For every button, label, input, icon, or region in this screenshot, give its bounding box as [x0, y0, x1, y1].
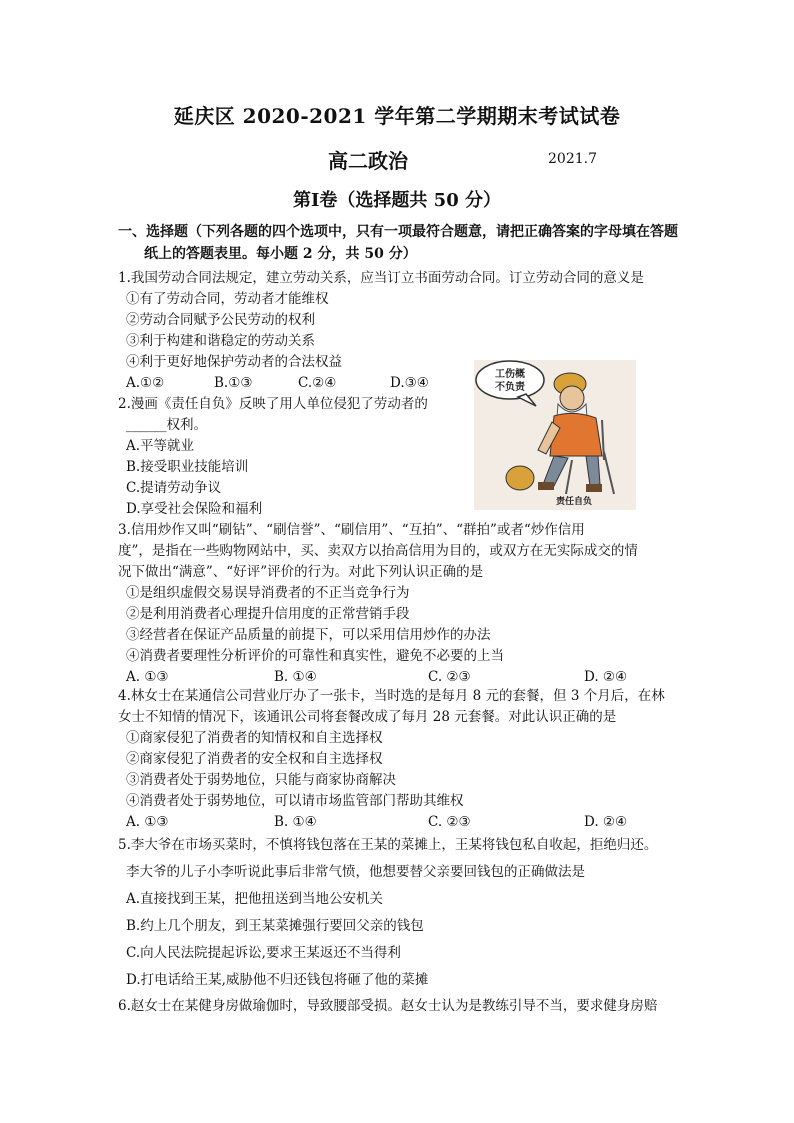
q3-choice-c: C. ②③: [428, 669, 471, 685]
question-4-line-2: 女士不知情的情况下，该通讯公司将套餐改成了每月 28 元套餐。对此认识正确的是: [118, 709, 617, 725]
q2-choice-b: B.接受职业技能培训: [126, 459, 249, 475]
q1-item-3: ③利于构建和谐稳定的劳动关系: [126, 333, 315, 349]
q4-item-1: ①商家侵犯了消费者的知情权和自主选择权: [126, 730, 383, 746]
question-6: [118, 996, 698, 1017]
q1-item-1: ①有了劳动合同，劳动者才能维权: [126, 291, 329, 307]
q5-choice-a: A.直接找到王某，把他扭送到当地公安机关: [126, 891, 384, 907]
section-instructions: [118, 221, 698, 265]
q5-choice-b: B.约上几个朋友，到王某菜摊强行要回父亲的钱包: [126, 918, 424, 934]
subject-label: 高二政治: [328, 149, 408, 173]
q3-item-3: ③经营者在保证产品质量的前提下，可以采用信用炒作的办法: [126, 627, 491, 643]
q4-choice-c: C. ②③: [428, 814, 471, 830]
question-3: [118, 520, 698, 688]
question-5-line-2: 李大爷的儿子小李听说此事后非常气愤，他想要替父亲要回钱包的正确做法是: [126, 864, 585, 880]
q1-choice-d: D.③④: [390, 375, 429, 391]
q4-choice-b: B. ①④: [274, 814, 317, 830]
q3-choice-d: D. ②④: [584, 669, 628, 685]
cartoon-caption: 责任自负: [555, 497, 593, 507]
question-4-line-1: 4.林女士在某通信公司营业厅办了一张卡，当时选的是每月 8 元的套餐，但 3 个月后，在林: [118, 688, 665, 704]
question-5-line-1: 5.李大爷在市场买菜时，不慎将钱包落在王某的菜摊上，王某将钱包私自收起，拒绝归还。: [118, 837, 658, 853]
q4-item-2: ②商家侵犯了消费者的安全权和自主选择权: [126, 751, 383, 767]
exam-title: 延庆区 2020-2021 学年第二学期期末考试试卷: [173, 104, 621, 128]
cartoon-responsibility: [474, 360, 636, 510]
cartoon-drawing: [474, 360, 636, 510]
bubble-text-1: 工伤概: [495, 369, 525, 380]
q3-item-2: ②是利用消费者心理提升信用度的正常营销手段: [126, 606, 410, 622]
q3-item-4: ④消费者要理性分析评价的可靠性和真实性，避免不必要的上当: [126, 648, 504, 664]
q1-choice-b: B.①③: [214, 375, 253, 391]
question-2-stem-2: ______权利。: [126, 417, 207, 433]
q4-choice-a: A. ①③: [126, 814, 169, 830]
q1-choice-c: C.②④: [298, 375, 337, 391]
question-3-line-3: 况下做出“满意”、“好评”评价的行为。对此下列认识正确的是: [118, 564, 484, 580]
q4-choice-d: D. ②④: [584, 814, 628, 830]
q3-choice-a: A. ①③: [126, 669, 169, 685]
volume-heading: 第Ⅰ卷（选择题共 50 分）: [292, 190, 501, 211]
q4-choices: [118, 812, 698, 833]
question-3-line-2: 度”，是指在一些购物网站中，买、卖双方以抬高信用为目的，或双方在无实际成交的情: [118, 543, 638, 559]
question-3-line-1: 3.信用炒作又叫“刷钻”、“刷信誉”、“刷信用”、“互拍”、“群拍”或者“炒作信用: [118, 522, 585, 538]
exam-date: 2021.7: [548, 151, 597, 167]
question-5: [118, 832, 708, 994]
q1-choice-a: A.①②: [126, 375, 165, 391]
question-2: [118, 394, 468, 520]
q3-choice-b: B. ①④: [274, 669, 317, 685]
q1-item-2: ②劳动合同赋予公民劳动的权利: [126, 312, 315, 328]
question-4: [118, 686, 698, 833]
question-1-stem: 1.我国劳动合同法规定，建立劳动关系，应当订立书面劳动合同。订立劳动合同的意义是: [118, 270, 644, 286]
q2-choice-c: C.提请劳动争议: [126, 480, 222, 496]
section-line-2: 纸上的答题表里。每小题 2 分，共 50 分）: [144, 246, 417, 262]
q4-item-4: ④消费者处于弱势地位，可以请市场监管部门帮助其维权: [126, 793, 464, 809]
q2-choice-d: D.享受社会保险和福利: [126, 501, 263, 517]
q4-item-3: ③消费者处于弱势地位，只能与商家协商解决: [126, 772, 396, 788]
q2-choice-a: A.平等就业: [126, 438, 195, 454]
q3-item-1: ①是组织虚假交易误导消费者的不正当竞争行为: [126, 585, 410, 601]
bubble-text-2: 不负责: [495, 382, 525, 393]
q3-choices: [118, 667, 698, 688]
question-2-stem-1: 2.漫画《责任自负》反映了用人单位侵犯了劳动者的: [118, 396, 428, 412]
question-6-line-1: 6.赵女士在某健身房做瑜伽时，导致腰部受损。赵女士认为是教练引导不当，要求健身房赔: [118, 998, 658, 1014]
section-line-1: 一、选择题（下列各题的四个选项中，只有一项最符合题意，请把正确答案的字母填在答题: [118, 224, 678, 240]
q1-item-4: ④利于更好地保护劳动者的合法权益: [126, 354, 342, 370]
q5-choice-d: D.打电话给王某,威胁他不归还钱包将砸了他的菜摊: [126, 972, 429, 988]
q5-choice-c: C.向人民法院提起诉讼,要求王某返还不当得利: [126, 945, 401, 961]
